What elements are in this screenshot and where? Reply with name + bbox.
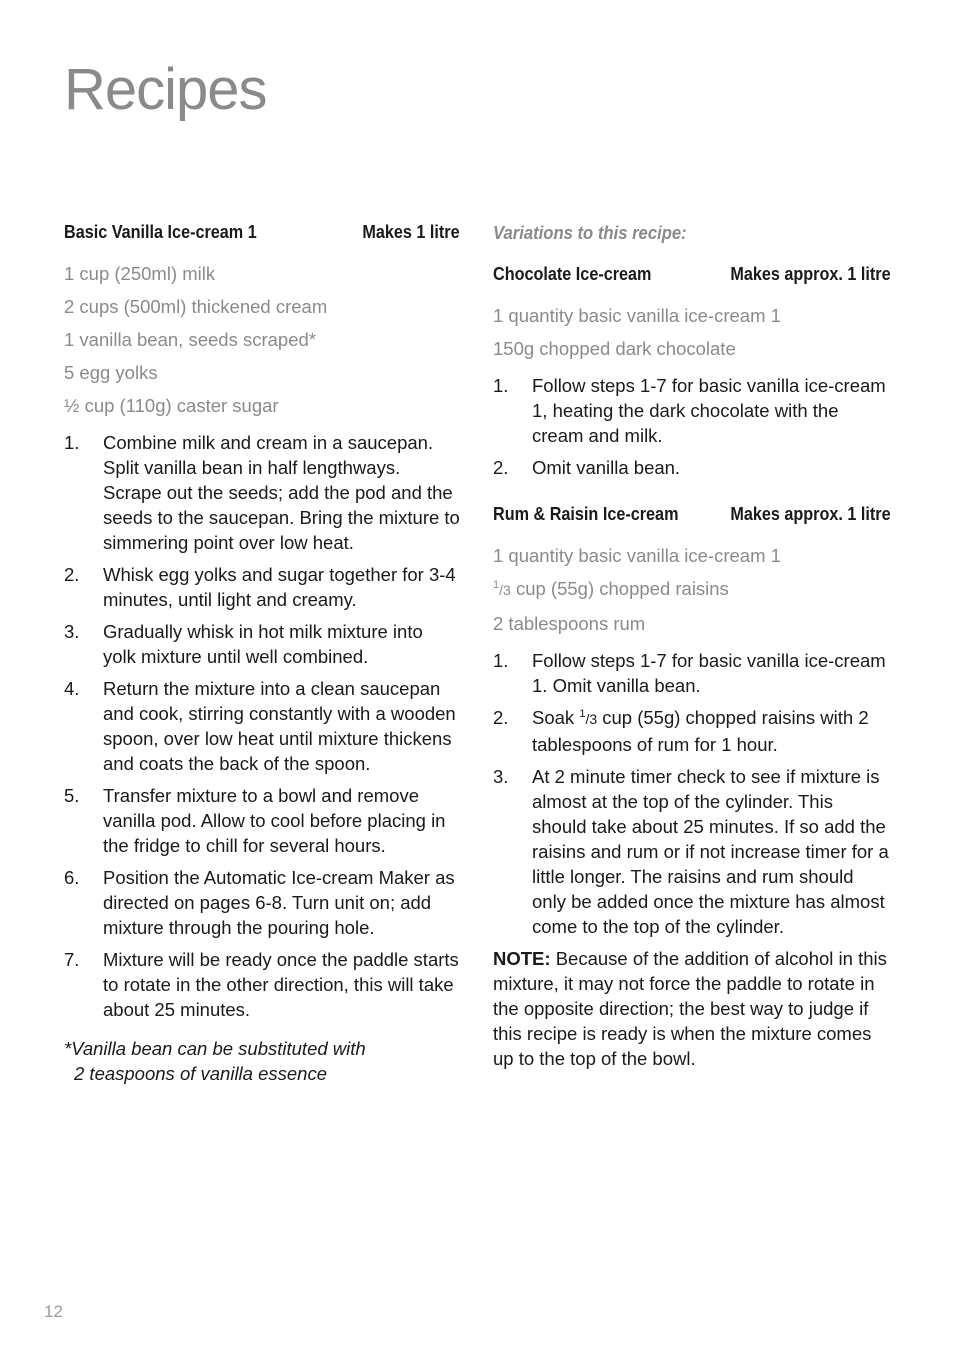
- step-item: [493, 373, 891, 448]
- step-number: 1.: [493, 375, 509, 396]
- recipe-title: Chocolate Ice-cream: [493, 264, 652, 284]
- ingredient-item: 1 vanilla bean, seeds scraped*: [64, 329, 316, 350]
- recipe-title: Rum & Raisin Ice-cream: [493, 504, 679, 524]
- footnote: [64, 1036, 460, 1086]
- step-item: [493, 705, 891, 757]
- step-item: [64, 676, 460, 776]
- variations-heading: Variations to this recipe:: [493, 222, 687, 243]
- step-text: Whisk egg yolks and sugar together for 3-4 minutes, until light and creamy.: [103, 564, 456, 610]
- step-text: At 2 minute timer check to see if mixture is almost at the top of the cylinder. This should take about 25 minutes. If so add the raisins and rum or if not increase timer for a little longer. The raisins and rum should only be added once the mixture has almost come to the top of the cylinder.: [532, 766, 889, 937]
- step-number: 2.: [64, 564, 80, 585]
- rum-recipe-header: [493, 504, 891, 525]
- recipe-yield: Makes 1 litre: [362, 222, 460, 242]
- step-item: [64, 430, 460, 555]
- step-item: [493, 764, 891, 939]
- variations-column: [493, 222, 891, 1071]
- step-number: 2.: [493, 457, 509, 478]
- fraction-denominator: /3: [499, 582, 511, 598]
- page-number: 12: [44, 1302, 63, 1321]
- step-number: 1.: [493, 650, 509, 671]
- fraction-numerator: 1: [579, 707, 586, 720]
- note-text: Because of the addition of alcohol in this mixture, it may not force the paddle to rotate in the opposite direction; the best way to judge if this recipe is ready is when the mixture comes up to the top of the bowl.: [493, 948, 887, 1069]
- step-item: [493, 648, 891, 698]
- step-text: Mixture will be ready once the paddle starts to rotate in the other direction, this will take about 25 minutes.: [103, 949, 459, 1020]
- basic-recipe-column: [64, 222, 460, 1086]
- chocolate-recipe: [493, 264, 891, 480]
- step-text-part: cup (55g) chopped raisins with 2 tablespoons of rum for 1 hour.: [532, 707, 869, 755]
- page-title: Recipes: [64, 57, 267, 122]
- recipe-yield: Makes approx. 1 litre: [730, 264, 891, 284]
- step-item: [64, 619, 460, 669]
- ingredient-item: 2 cups (500ml) thickened cream: [64, 296, 328, 317]
- rum-raisin-recipe: [493, 504, 891, 1071]
- ingredient-item: 1 quantity basic vanilla ice-cream 1: [493, 305, 781, 326]
- ingredients-list: [493, 539, 891, 640]
- basic-recipe-header: [64, 222, 460, 243]
- step-number: 1.: [64, 432, 80, 453]
- step-item: [64, 783, 460, 858]
- ingredient-item: ½ cup (110g) caster sugar: [64, 395, 279, 416]
- ingredient-item: 1 quantity basic vanilla ice-cream 1: [493, 545, 781, 566]
- fraction-denominator: /3: [585, 711, 598, 727]
- step-item: [64, 947, 460, 1022]
- step-item: [64, 865, 460, 940]
- method-steps: [64, 430, 460, 1022]
- method-steps: [493, 373, 891, 480]
- recipe-title: Basic Vanilla Ice-cream 1: [64, 222, 257, 242]
- fraction-numerator: 1: [493, 578, 500, 591]
- step-item: [493, 455, 891, 480]
- method-steps: [493, 648, 891, 939]
- step-text-part: Soak: [532, 707, 580, 728]
- step-number: 2.: [493, 707, 509, 728]
- step-text: Gradually whisk in hot milk mixture into yolk mixture until well combined.: [103, 621, 423, 667]
- note-label: NOTE:: [493, 948, 551, 969]
- step-number: 3.: [493, 766, 509, 787]
- ingredient-item: 150g chopped dark chocolate: [493, 338, 736, 359]
- note-paragraph: [493, 946, 891, 1071]
- footnote-line: 2 teaspoons of vanilla essence: [74, 1063, 328, 1084]
- step-text: Omit vanilla bean.: [532, 457, 681, 478]
- step-text: Position the Automatic Ice-cream Maker as directed on pages 6-8. Turn unit on; add mixture through the pouring hole.: [103, 867, 455, 938]
- step-number: 3.: [64, 621, 80, 642]
- ingredient-item: [493, 572, 891, 607]
- step-text: Return the mixture into a clean saucepan and cook, stirring constantly with a wooden spoon, over low heat until mixture thickens and coats the back of the spoon.: [103, 678, 456, 774]
- step-number: 6.: [64, 867, 80, 888]
- ingredient-item: 2 tablespoons rum: [493, 613, 646, 634]
- step-text: [532, 705, 891, 757]
- ingredients-list: [493, 299, 891, 365]
- step-item: [64, 562, 460, 612]
- step-text: Transfer mixture to a bowl and remove vanilla pod. Allow to cool before placing in the fridge to chill for several hours.: [103, 785, 446, 856]
- ingredient-text: cup (55g) chopped raisins: [510, 578, 729, 599]
- step-number: 7.: [64, 949, 80, 970]
- step-number: 4.: [64, 678, 80, 699]
- step-text: Follow steps 1-7 for basic vanilla ice-cream 1, heating the dark chocolate with the cream and milk.: [532, 375, 886, 446]
- chocolate-recipe-header: [493, 264, 891, 285]
- ingredient-item: 1 cup (250ml) milk: [64, 263, 216, 284]
- step-number: 5.: [64, 785, 80, 806]
- footnote-line: *Vanilla bean can be substituted with: [64, 1038, 366, 1059]
- step-text: Follow steps 1-7 for basic vanilla ice-cream 1. Omit vanilla bean.: [532, 650, 886, 696]
- step-text: Combine milk and cream in a saucepan. Split vanilla bean in half lengthways. Scrape out the seeds; add the pod and the seeds to the saucepan. Bring the mixture to simmering point over low heat.: [103, 432, 460, 553]
- ingredient-item: 5 egg yolks: [64, 362, 158, 383]
- recipe-yield: Makes approx. 1 litre: [730, 504, 891, 524]
- ingredients-list: [64, 257, 460, 422]
